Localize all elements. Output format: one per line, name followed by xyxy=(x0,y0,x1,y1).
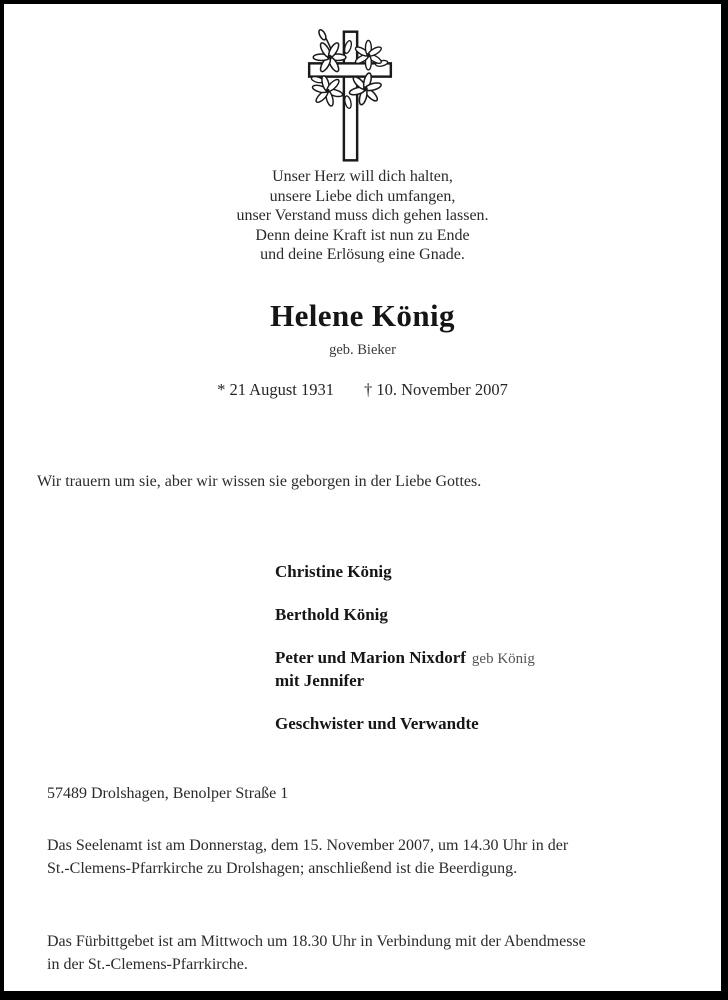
mourners-list xyxy=(275,561,535,756)
mourner-entry xyxy=(275,713,535,735)
poem-line: unsere Liebe dich umfangen, xyxy=(269,187,456,205)
mourner-name: Berthold König xyxy=(275,605,388,624)
poem-line: und deine Erlösung eine Gnade. xyxy=(260,246,465,264)
memorial-poem xyxy=(4,167,721,265)
maiden-name: geb. Bieker xyxy=(329,342,396,358)
cross-with-flowers-icon xyxy=(301,26,399,164)
deceased-name: Helene König xyxy=(270,298,455,333)
poem-line: Unser Herz will dich halten, xyxy=(272,168,453,185)
mourner-entry xyxy=(275,561,535,583)
poem-line: unser Verstand muss dich gehen lassen. xyxy=(236,207,489,225)
poem-line: Denn deine Kraft ist nun zu Ende xyxy=(255,226,470,244)
mourner-entry xyxy=(275,604,535,626)
mourner-name: Christine König xyxy=(275,562,392,581)
birth-date: * 21 August 1931 xyxy=(217,380,334,399)
mourner-name: Peter und Marion Nixdorf xyxy=(275,648,466,667)
intercession-info: Das Fürbittgebet ist am Mittwoch um 18.30 Uhr in Verbindung mit der Abendmesse in der St.-Clemens-Pfarrkirche. xyxy=(47,933,586,973)
death-date: † 10. November 2007 xyxy=(363,380,508,399)
mourner-name: Geschwister und Verwandte xyxy=(275,714,479,733)
life-dates xyxy=(4,380,721,400)
mourner-maiden-name: geb König xyxy=(471,651,535,667)
mourner-name: mit Jennifer xyxy=(275,671,365,690)
mourning-statement: Wir trauern um sie, aber wir wissen sie geborgen in der Liebe Gottes. xyxy=(37,473,482,490)
mourner-entry xyxy=(275,647,535,692)
address-line: 57489 Drolshagen, Benolper Straße 1 xyxy=(47,785,289,802)
funeral-service-info: Das Seelenamt ist am Donnerstag, dem 15. November 2007, um 14.30 Uhr in der St.-Clemens-Pfarrkirche zu Drolshagen; anschließend ist die Beerdigung. xyxy=(47,837,569,877)
